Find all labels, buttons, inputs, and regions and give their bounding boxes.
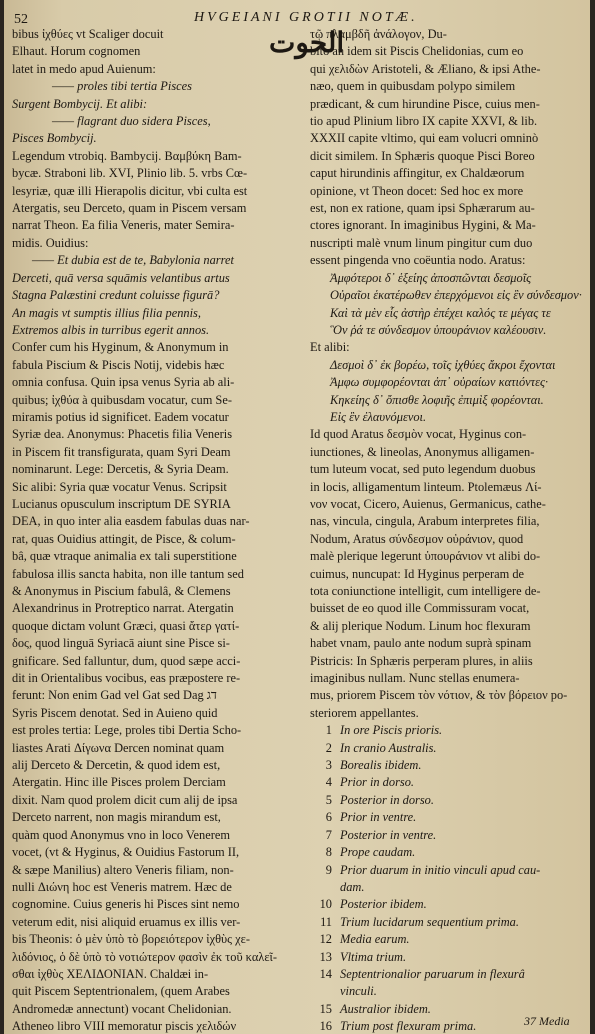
right-column-line: essent pingenda vno coëuntia nodo. Aratus: bbox=[310, 253, 526, 268]
right-column-line: τῷ πλαμβδῆ ἀνάλογον, Du- bbox=[310, 27, 447, 41]
left-column-line: omnia confusa. Quin ipsa venus Syria ab ali- bbox=[12, 375, 235, 390]
star-description: Prope caudam. bbox=[340, 845, 416, 860]
left-column-line: dit in Orientalibus vocibus, eas præpostere re- bbox=[12, 671, 241, 686]
left-column-line: —— Et dubia est de te, Babylonia narret bbox=[32, 253, 234, 268]
left-column-line: Pisces Bombycij. bbox=[12, 131, 97, 146]
left-column-line: Derceto narrent, non magis mirandum est, bbox=[12, 810, 221, 825]
star-list-item bbox=[310, 949, 586, 966]
right-column-line: habet vnam, paulo ante nodum suprà spinam bbox=[310, 636, 532, 651]
star-description: Australior ibidem. bbox=[340, 1001, 431, 1016]
right-column-line: malè plerique legerunt ὑπουράνιον vt alibi do- bbox=[310, 549, 541, 564]
star-description: Trium lucidarum sequentium prima. bbox=[340, 914, 519, 929]
right-column-line: opinione, vt Theon docet: Sed hoc ex more bbox=[310, 183, 524, 198]
left-column-line: vocet, (vt & Hyginus, & Ouidius Fastorum II, bbox=[12, 845, 240, 860]
left-column-line: bis Theonis: ὁ μὲν ὑπὸ τὸ βορειότερον ἰχθὺς χε- bbox=[12, 932, 250, 947]
star-list-item bbox=[310, 722, 586, 739]
left-column-line: dixit. Nam quod prolem dicit cum alij de ipsa bbox=[12, 792, 238, 807]
star-description: Posterior in ventre. bbox=[340, 827, 437, 842]
right-column-line: in locis, alligamentum linteum. Ptolemæus Λί- bbox=[310, 479, 542, 494]
left-column-line: Atheneo libro VIII memoratur piscis χελιδών bbox=[12, 1019, 237, 1034]
star-list-item bbox=[310, 896, 586, 913]
right-column bbox=[310, 26, 586, 1034]
star-list-item bbox=[310, 862, 586, 879]
left-column-line: ferunt: Non enim Gad vel Gat sed Dag דג bbox=[12, 688, 217, 703]
star-description: Borealis ibidem. bbox=[340, 758, 422, 773]
left-column-line: fabulosa illis sancta habita, non ille tantum sed bbox=[12, 566, 244, 581]
left-column-line: λιδόνιος, ὁ δὲ ὑπὸ τὸ νοτιώτερον φασὶν ἐκ τοῦ καλεῖ- bbox=[12, 949, 277, 964]
star-number: 1 bbox=[325, 723, 332, 738]
star-description: Posterior ibidem. bbox=[340, 897, 427, 912]
right-column-line: prædicant, & cum hirundine Pisce, cuius men- bbox=[310, 96, 540, 111]
star-description: dam. bbox=[340, 879, 365, 894]
star-number: 12 bbox=[319, 932, 332, 947]
star-list-item bbox=[310, 966, 586, 983]
star-number: 14 bbox=[319, 966, 332, 981]
left-column-line: bibus ἰχθύες vt Scaliger docuit bbox=[12, 27, 164, 41]
left-column-line: nominarunt. Lege: Dercetis, & Syria Deam. bbox=[12, 462, 229, 477]
right-column-line: Id quod Aratus δεσμὸν vocat, Hyginus con- bbox=[310, 427, 527, 442]
left-column-line: & sæpe Manilius) altero Veneris filiam, non- bbox=[12, 862, 234, 877]
left-column-line: Lucianus opusculum inscriptum DE SYRIA bbox=[12, 496, 231, 511]
right-column-line: XXXII capite vltimo, qui eam volucri omninò bbox=[310, 131, 539, 146]
star-number: 16 bbox=[319, 1019, 332, 1034]
left-column-line: δος, quod linguā Syriacā aiunt sine Pisce si- bbox=[12, 636, 230, 651]
left-column-line: alij Derceto & Dercetin, & quod idem est, bbox=[12, 758, 221, 773]
right-column-line: Εἰς ἓν ἐλαυνόμενοι. bbox=[330, 409, 427, 424]
right-column-line: Ὃν ῥά τε σύνδεσμον ὑπουράνιον καλέουσιν. bbox=[330, 322, 547, 337]
star-number: 3 bbox=[325, 758, 332, 773]
star-list-item bbox=[310, 879, 586, 896]
right-column-line: qui χελιδὼν Aristoteli, & Æliano, & ipsi Athe- bbox=[310, 61, 541, 76]
left-column-line: Syriæ dea. Anonymus: Phacetis filia Veneris bbox=[12, 427, 233, 442]
left-column-line: Stagna Palæstini credunt coluisse figurā? bbox=[12, 288, 220, 303]
right-column-line: est, non ex ratione, quam ipsi Sphærarum au- bbox=[310, 201, 535, 216]
star-list-item bbox=[310, 774, 586, 791]
right-column-line: & alij plerique Nodum. Linum hoc flexuram bbox=[310, 618, 531, 633]
left-column-line: Syris Piscem denotat. Sed in Auieno quid bbox=[12, 705, 218, 720]
left-column-line: bycæ. Straboni lib. XVI, Plinio lib. 5. vrbs Cœ- bbox=[12, 166, 248, 181]
left-column-line: midis. Ouidius: bbox=[12, 235, 89, 250]
star-list-item bbox=[310, 740, 586, 757]
star-number bbox=[310, 879, 340, 896]
star-list-item bbox=[310, 914, 586, 931]
left-column-line: bâ, quæ vtraque animalia ex tali superstitione bbox=[12, 549, 237, 564]
left-column-line: veterum edit, nisi aliquid eruamus ex illis ver- bbox=[12, 914, 241, 929]
star-list-item bbox=[310, 983, 586, 1000]
star-number bbox=[310, 983, 340, 1000]
right-column-line: Κηκείης δ᾽ ὄπισθε λοφιῆς ἐπιμὶξ φορέονται. bbox=[330, 392, 544, 407]
right-column-line: Ἀμφω συμφορέονται ἀπ᾽ οὐραίων κατιόντες· bbox=[330, 375, 549, 390]
left-column-line: fabula Piscium & Piscis Notij, videbis hæc bbox=[12, 357, 225, 372]
star-number: 4 bbox=[325, 775, 332, 790]
right-column-line: cuimus, nuncupat: Id Hyginus perperam de bbox=[310, 566, 525, 581]
star-description: Prior in ventre. bbox=[340, 810, 417, 825]
right-column-line: Καὶ τὰ μὲν εἷς ἀστὴρ ἐπέχει καλός τε μέγας τε bbox=[330, 305, 551, 320]
left-column-line: Confer cum his Hyginum, & Anonymum in bbox=[12, 340, 229, 355]
star-number: 5 bbox=[325, 792, 332, 807]
right-column-line: buisset de eo quod ille Commissuram vocat, bbox=[310, 601, 530, 616]
star-list-item bbox=[310, 809, 586, 826]
right-column-line: tum luteum vocat, sed puto legendum duobus bbox=[310, 462, 536, 477]
star-list-item bbox=[310, 931, 586, 948]
star-number: 7 bbox=[325, 827, 332, 842]
star-list-item bbox=[310, 792, 586, 809]
left-column-line: latet in medo apud Auienum: bbox=[12, 61, 156, 76]
page-number: 52 bbox=[14, 12, 28, 27]
star-number: 13 bbox=[319, 949, 332, 964]
right-column-line: mus, priorem Piscem τὸν νότιον, & τὸν βόρειον po- bbox=[310, 688, 568, 703]
left-column-line: Sic alibi: Syria quæ vocatur Venus. Scripsit bbox=[12, 479, 227, 494]
left-column-line: in Piscem fit transfigurata, quam Syri Deam bbox=[12, 444, 231, 459]
left-column-line: gnificare. Sed falluntur, dum, quod sæpe acci- bbox=[12, 653, 241, 668]
left-column-line: —— proles tibi tertia Pisces bbox=[52, 79, 192, 94]
right-column-line: dicit similem. In Sphæris quoque Pisci Boreo bbox=[310, 148, 535, 163]
star-list-item bbox=[310, 827, 586, 844]
star-description: Posterior in dorso. bbox=[340, 792, 434, 807]
right-column-line: Pistricis: In Sphæris perperam plures, in aliis bbox=[310, 653, 533, 668]
left-column-line: cognomine. Cuius generis hi Pisces sint nemo bbox=[12, 897, 240, 912]
star-number: 9 bbox=[325, 862, 332, 877]
star-description: In cranio Australis. bbox=[340, 740, 437, 755]
star-number: 2 bbox=[325, 740, 332, 755]
left-column-line: & Anonymus in Piscium fabulâ, & Clemens bbox=[12, 584, 231, 598]
right-column-line: nas, vincula, cingula, Arabum interpretes filia, bbox=[310, 514, 540, 529]
right-column-line: steriorem appellantes. bbox=[310, 705, 419, 720]
arabic-word: الحوت bbox=[269, 28, 345, 59]
star-description: Media earum. bbox=[340, 932, 410, 947]
star-list-item bbox=[310, 757, 586, 774]
left-column-line: quoque dictam volunt Græci, quasi ἄτερ γατί- bbox=[12, 618, 240, 633]
star-number: 15 bbox=[319, 1001, 332, 1016]
right-column-line: ctores ignorant. In imaginibus Hygini, & Ma- bbox=[310, 218, 536, 233]
star-description: Trium post flexuram prima. bbox=[340, 1019, 477, 1034]
right-column-line: Οὐραῖοι ἑκατέρωθεν ἐπερχόμενοι εἰς ἓν σύνδεσμον· bbox=[330, 288, 582, 303]
left-column-line: liastes Arati Δίγωνα Dercen nominat quam bbox=[12, 740, 225, 755]
left-column-line: Atergatin. Hinc ille Pisces prolem Derciam bbox=[12, 775, 226, 790]
right-column-line: næo, quem in quibusdam polypo similem bbox=[310, 79, 516, 94]
right-column-line: bito an idem sit Piscis Chelidonias, cum eo bbox=[310, 44, 524, 59]
star-description: vinculi. bbox=[340, 984, 377, 999]
right-column-line: Nodum, Aratus σύνδεσμον οὐράνιον, quod bbox=[310, 531, 524, 546]
left-column bbox=[12, 26, 304, 1034]
left-column-line: est proles tertia: Lege, proles tibi Dertia Scho- bbox=[12, 723, 242, 738]
star-list bbox=[310, 722, 586, 1034]
star-description: Prior duarum in initio vinculi apud cau- bbox=[340, 862, 541, 877]
left-column-line: rat, quas Ouidius attingit, de Pisce, & colum- bbox=[12, 531, 236, 546]
star-description: Septentrionalior paruarum in flexurâ bbox=[340, 966, 525, 981]
right-column-line: Ἀμφότεροι δ᾽ ἑξείης ἀποσπῶνται δεσμοῖς bbox=[330, 270, 532, 285]
star-description: In ore Piscis prioris. bbox=[340, 723, 443, 738]
left-column-line: —— flagrant duo sidera Pisces, bbox=[52, 114, 211, 129]
right-column-line: caput hirundinis affingitur, ex Chaldæorum bbox=[310, 166, 525, 181]
left-column-line: Extremos albis in turribus egerit annos. bbox=[12, 322, 210, 337]
left-column-line: quit Piscem Septentrionalem, (quem Arabes bbox=[12, 984, 230, 999]
left-column-line: narrat Theon. Ea filia Veneris, mater Semira- bbox=[12, 218, 235, 233]
catchword: 37 Media bbox=[524, 1014, 570, 1028]
left-column-line: Surgent Bombycij. Et alibi: bbox=[12, 96, 148, 111]
running-head: HVGEIANI GROTII NOTÆ. bbox=[194, 10, 418, 25]
left-column-line: Legendum vtrobiq. Bambycij. Βαμβύκη Bam- bbox=[12, 148, 242, 163]
left-column-line: Andromedæ annectunt) vocant Chelidonian. bbox=[12, 1001, 232, 1016]
right-column-line: Δεσμοὶ δ᾽ ἐκ βορέω, τοῖς ἰχθύες ἄκροι ἔχονται bbox=[330, 357, 556, 372]
star-number: 8 bbox=[325, 845, 332, 860]
star-number: 6 bbox=[325, 810, 332, 825]
left-column-line: Alexandrinus in Protreptico narrat. Atergatin bbox=[12, 601, 234, 616]
right-column-line: Et alibi: bbox=[310, 340, 350, 355]
star-number: 10 bbox=[319, 897, 332, 912]
star-description: Prior in dorso. bbox=[340, 775, 415, 790]
star-list-item bbox=[310, 844, 586, 861]
left-column-line: Atergatis, seu Derceto, quam in Piscem versam bbox=[12, 201, 247, 216]
left-column-line: lesyriæ, quæ illi Hierapolis dicitur, vbi culta est bbox=[12, 183, 248, 198]
left-column-line: Elhaut. Horum cognomen bbox=[12, 44, 141, 59]
right-column-text bbox=[310, 26, 586, 722]
right-column-line: νον vocat, Cicero, Auienus, Germanicus, cathe- bbox=[310, 496, 546, 511]
right-column-line: iunctiones, & lineolas, Anonymus alligamen- bbox=[310, 444, 535, 459]
left-column-line: quàm quod Anonymus vno in loco Venerem bbox=[12, 827, 230, 842]
right-column-line: nuscripti malè vnum linum pingitur cum duo bbox=[310, 235, 533, 250]
left-column-line: Derceti, quā versa squāmis velantibus artus bbox=[12, 270, 230, 285]
left-column-line: miramis potius id significet. Eadem vocatur bbox=[12, 409, 229, 424]
right-column-line: tota coniunctione intelligit, cum intelligere de- bbox=[310, 584, 541, 598]
left-column-line: nulli Διώνη hoc est Veneris matrem. Hæc de bbox=[12, 879, 232, 894]
left-column-line: An magis vt sumptis illius filia pennis, bbox=[12, 305, 201, 320]
right-column-line: imaginibus nullam. Nunc stellas enumera- bbox=[310, 671, 520, 686]
left-column-line: DEA, in quo inter alia easdem fabulas duas nar- bbox=[12, 514, 250, 529]
left-column-line: quibus; ἰχθύα à quibusdam vocatur, cum Se- bbox=[12, 392, 232, 407]
right-column-line: tio apud Plinium libro IX capite XXVI, & lib. bbox=[310, 114, 538, 129]
star-number: 11 bbox=[320, 914, 332, 929]
book-page bbox=[4, 0, 590, 1034]
star-description: Vltima trium. bbox=[340, 949, 407, 964]
left-column-line: σθαι ἰχθὺς ΧΕΛΙΔΟΝΙΑΝ. Chaldæi in- bbox=[12, 966, 209, 981]
